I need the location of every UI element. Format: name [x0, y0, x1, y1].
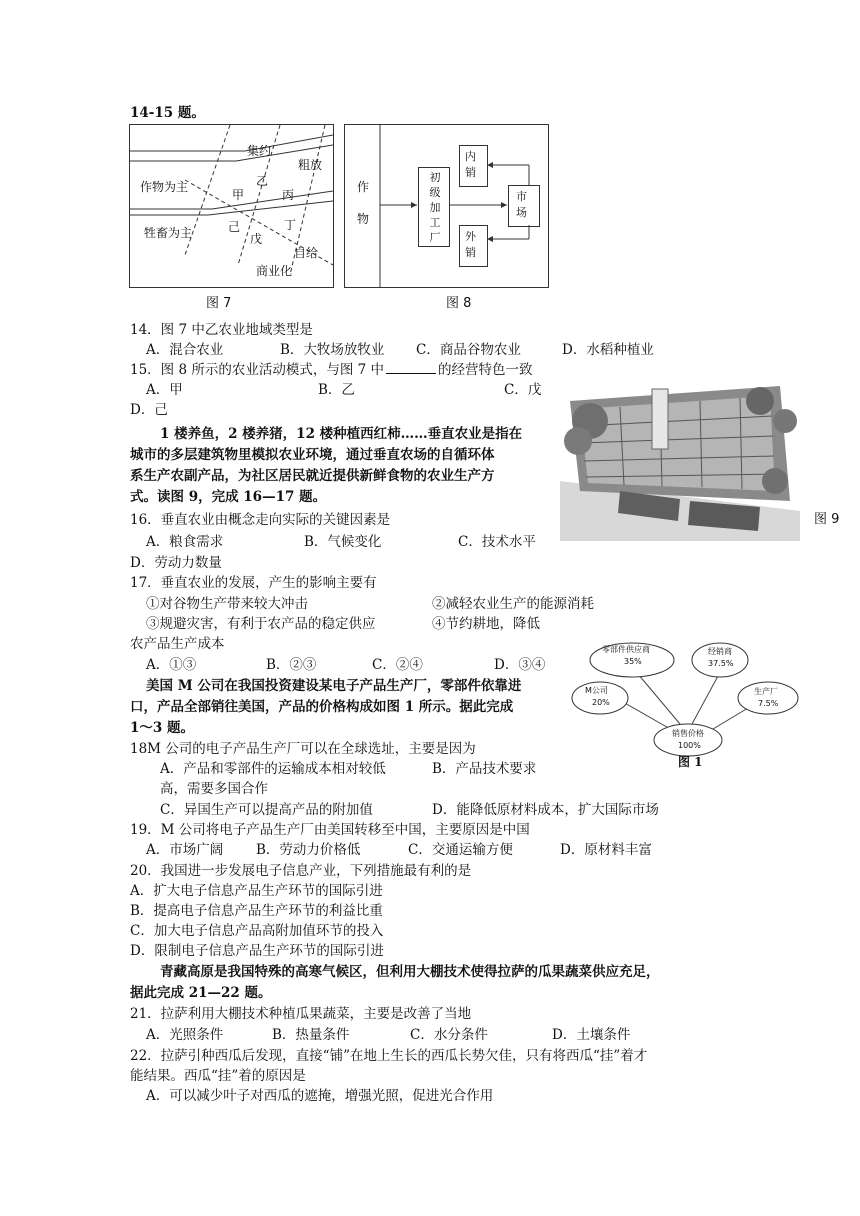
q18-option-c: C．异国生产可以提高产品的附加值 — [160, 802, 373, 818]
q15-option-d: D．己 — [130, 402, 168, 418]
q20-option-a: A．扩大电子信息产品生产环节的国际引进 — [130, 883, 383, 899]
fig7-label-intensive: 集约 — [247, 144, 272, 158]
fig7-label-wu: 戊 — [250, 232, 263, 246]
q21-option-a: A．光照条件 — [146, 1027, 224, 1043]
q19-option-b: B．劳动力价格低 — [256, 842, 361, 858]
fig7-label-commercial: 商业化 — [256, 264, 293, 278]
q17-statement-3: ③规避灾害，有利于农产品的稳定供应 — [146, 616, 376, 632]
q19-stem: 19．M 公司将电子产品生产厂由美国转移至中国，主要原因是中国 — [130, 822, 530, 838]
figure-9-vertical-farm-image — [560, 381, 800, 541]
fig7-label-livestock: 牲畜为主 — [144, 226, 193, 240]
q17-option-d: D．③④ — [494, 657, 546, 673]
q18-option-d: D．能降低原材料成本，扩大国际市场 — [432, 802, 659, 818]
fig7-label-bing: 丙 — [282, 188, 295, 202]
fig8-crop-1: 作 — [357, 180, 370, 194]
fig1-m-company: M公司 — [585, 686, 608, 695]
q18-option-a: A．产品和零部件的运输成本相对较低 — [160, 761, 386, 777]
q15-option-a: A．甲 — [146, 382, 183, 398]
fig8-export-label: 外 销 — [465, 230, 476, 259]
fig1-parts-supplier: 零部件供应商 — [602, 645, 650, 654]
passage-m-line-1: 美国 M 公司在我国投资建设某电子产品生产厂，零部件依靠进 — [146, 678, 522, 694]
passage-vertical-line-4: 式。读图 9，完成 16—17 题。 — [130, 489, 327, 505]
fig7-label-crops: 作物为主 — [140, 180, 189, 194]
q17-statement-2: ②减轻农业生产的能源消耗 — [432, 596, 594, 612]
q16-option-c: C．技术水平 — [458, 534, 536, 550]
fig1-parts-supplier-pct: 35% — [624, 657, 642, 666]
fig1-sale-price-pct: 100% — [678, 741, 701, 750]
fig9-caption: 图 9 — [814, 512, 840, 527]
fig1-sale-price: 销售价格 — [672, 729, 704, 738]
fig1-dealer-pct: 37.5% — [708, 659, 734, 668]
q14-stem: 14．图 7 中乙农业地域类型是 — [130, 322, 313, 338]
q17-option-c: C．②④ — [372, 657, 423, 673]
fig7-label-subsistence: 自给 — [294, 246, 319, 260]
fig7-label-yi: 乙 — [256, 174, 269, 188]
fig8-factory-label: 初 级 加 工 厂 — [429, 171, 441, 244]
fig1-caption: 图 1 — [678, 755, 703, 769]
q16-option-a: A．粮食需求 — [146, 534, 224, 550]
fig8-crop-2: 物 — [357, 212, 370, 226]
q22-option-a: A．可以减少叶子对西瓜的遮掩，增强光照，促进光合作用 — [146, 1088, 494, 1104]
fig8-market-label: 市 场 — [516, 190, 527, 219]
q15-option-c: C．戊 — [504, 382, 542, 398]
q17-option-a: A．①③ — [146, 657, 197, 673]
fig1-factory: 生产厂 — [754, 687, 778, 696]
q20-option-c: C．加大电子信息产品高附加值环节的投入 — [130, 923, 384, 939]
figure-7 — [129, 124, 334, 288]
q14-option-d: D．水稻种植业 — [562, 342, 654, 358]
fig7-caption: 图 7 — [206, 296, 232, 311]
q17-statement-4b: 农产品生产成本 — [130, 636, 225, 652]
q16-option-d: D．劳动力数量 — [130, 555, 222, 571]
q15-option-b: B．乙 — [318, 382, 355, 398]
fig1-m-company-pct: 20% — [592, 698, 610, 707]
q17-option-b: B．②③ — [266, 657, 317, 673]
q14-option-a: A．混合农业 — [146, 342, 224, 358]
q18-option-b-cont: 高，需要多国合作 — [160, 781, 268, 797]
q16-stem: 16．垂直农业由概念走向实际的关键因素是 — [130, 512, 391, 528]
fig7-label-extensive: 粗放 — [298, 158, 323, 172]
q20-stem: 20．我国进一步发展电子信息产业，下列措施最有利的是 — [130, 863, 472, 879]
q19-option-a: A．市场广阔 — [146, 842, 224, 858]
passage-tibet-line-1: 青藏高原是我国特殊的高寒气候区，但利用大棚技术使得拉萨的瓜果蔬菜供应充足， — [160, 964, 660, 980]
q22-stem-line-1: 22．拉萨引种西瓜后发现，直接“铺”在地上生长的西瓜长势欠佳，只有将西瓜“挂”着才 — [130, 1048, 648, 1064]
fig7-label-ji: 己 — [228, 220, 241, 234]
q17-statement-4a: ④节约耕地，降低 — [432, 616, 540, 632]
q20-option-b: B．提高电子信息产品生产环节的利益比重 — [130, 903, 383, 919]
q21-option-d: D．土壤条件 — [552, 1027, 631, 1043]
section-intro-14-15: 14-15 题。 — [130, 105, 205, 121]
fig1-dealer: 经销商 — [708, 647, 732, 656]
q15-stem: 15．图 8 所示的农业活动模式，与图 7 中 的经营特色一致 — [130, 362, 533, 378]
fig1-factory-pct: 7.5% — [758, 699, 779, 708]
fig7-label-jia: 甲 — [232, 188, 245, 202]
q17-statement-1: ①对谷物生产带来较大冲击 — [146, 596, 308, 612]
q19-option-d: D．原材料丰富 — [560, 842, 652, 858]
q21-option-b: B．热量条件 — [272, 1027, 350, 1043]
fig8-domestic-label: 内 销 — [465, 150, 476, 179]
passage-vertical-line-1: 1 楼养鱼，2 楼养猪，12 楼种植西红柿……垂直农业是指在 — [160, 426, 523, 442]
passage-m-line-3: 1～3 题。 — [130, 720, 194, 736]
q14-option-b: B．大牧场放牧业 — [280, 342, 385, 358]
fig8-caption: 图 8 — [446, 296, 472, 311]
passage-vertical-line-2: 城市的多层建筑物里模拟农业环境，通过垂直农场的自循环体 — [130, 447, 495, 463]
q19-option-c: C．交通运输方便 — [408, 842, 513, 858]
q21-stem: 21．拉萨利用大棚技术种植瓜果蔬菜，主要是改善了当地 — [130, 1006, 472, 1022]
passage-m-line-2: 口，产品全部销往美国，产品的价格构成如图 1 所示。据此完成 — [130, 699, 514, 715]
passage-vertical-line-3: 系生产农副产品，为社区居民就近提供新鲜食物的农业生产方 — [130, 468, 495, 484]
q18-option-b: B．产品技术要求 — [432, 761, 537, 777]
q17-stem: 17．垂直农业的发展，产生的影响主要有 — [130, 575, 377, 591]
figure-1-price-diagram — [568, 636, 804, 770]
figure-8 — [344, 124, 549, 288]
q14-option-c: C．商品谷物农业 — [416, 342, 521, 358]
q16-option-b: B．气候变化 — [304, 534, 382, 550]
q18-stem: 18M 公司的电子产品生产厂可以在全球选址，主要是因为 — [130, 741, 476, 757]
q21-option-c: C．水分条件 — [410, 1027, 488, 1043]
passage-tibet-line-2: 据此完成 21—22 题。 — [130, 985, 272, 1001]
fig7-label-ding: 丁 — [284, 218, 297, 232]
q22-stem-line-2: 能结果。西瓜“挂”着的原因是 — [130, 1068, 306, 1084]
q20-option-d: D．限制电子信息产品生产环节的国际引进 — [130, 943, 384, 959]
